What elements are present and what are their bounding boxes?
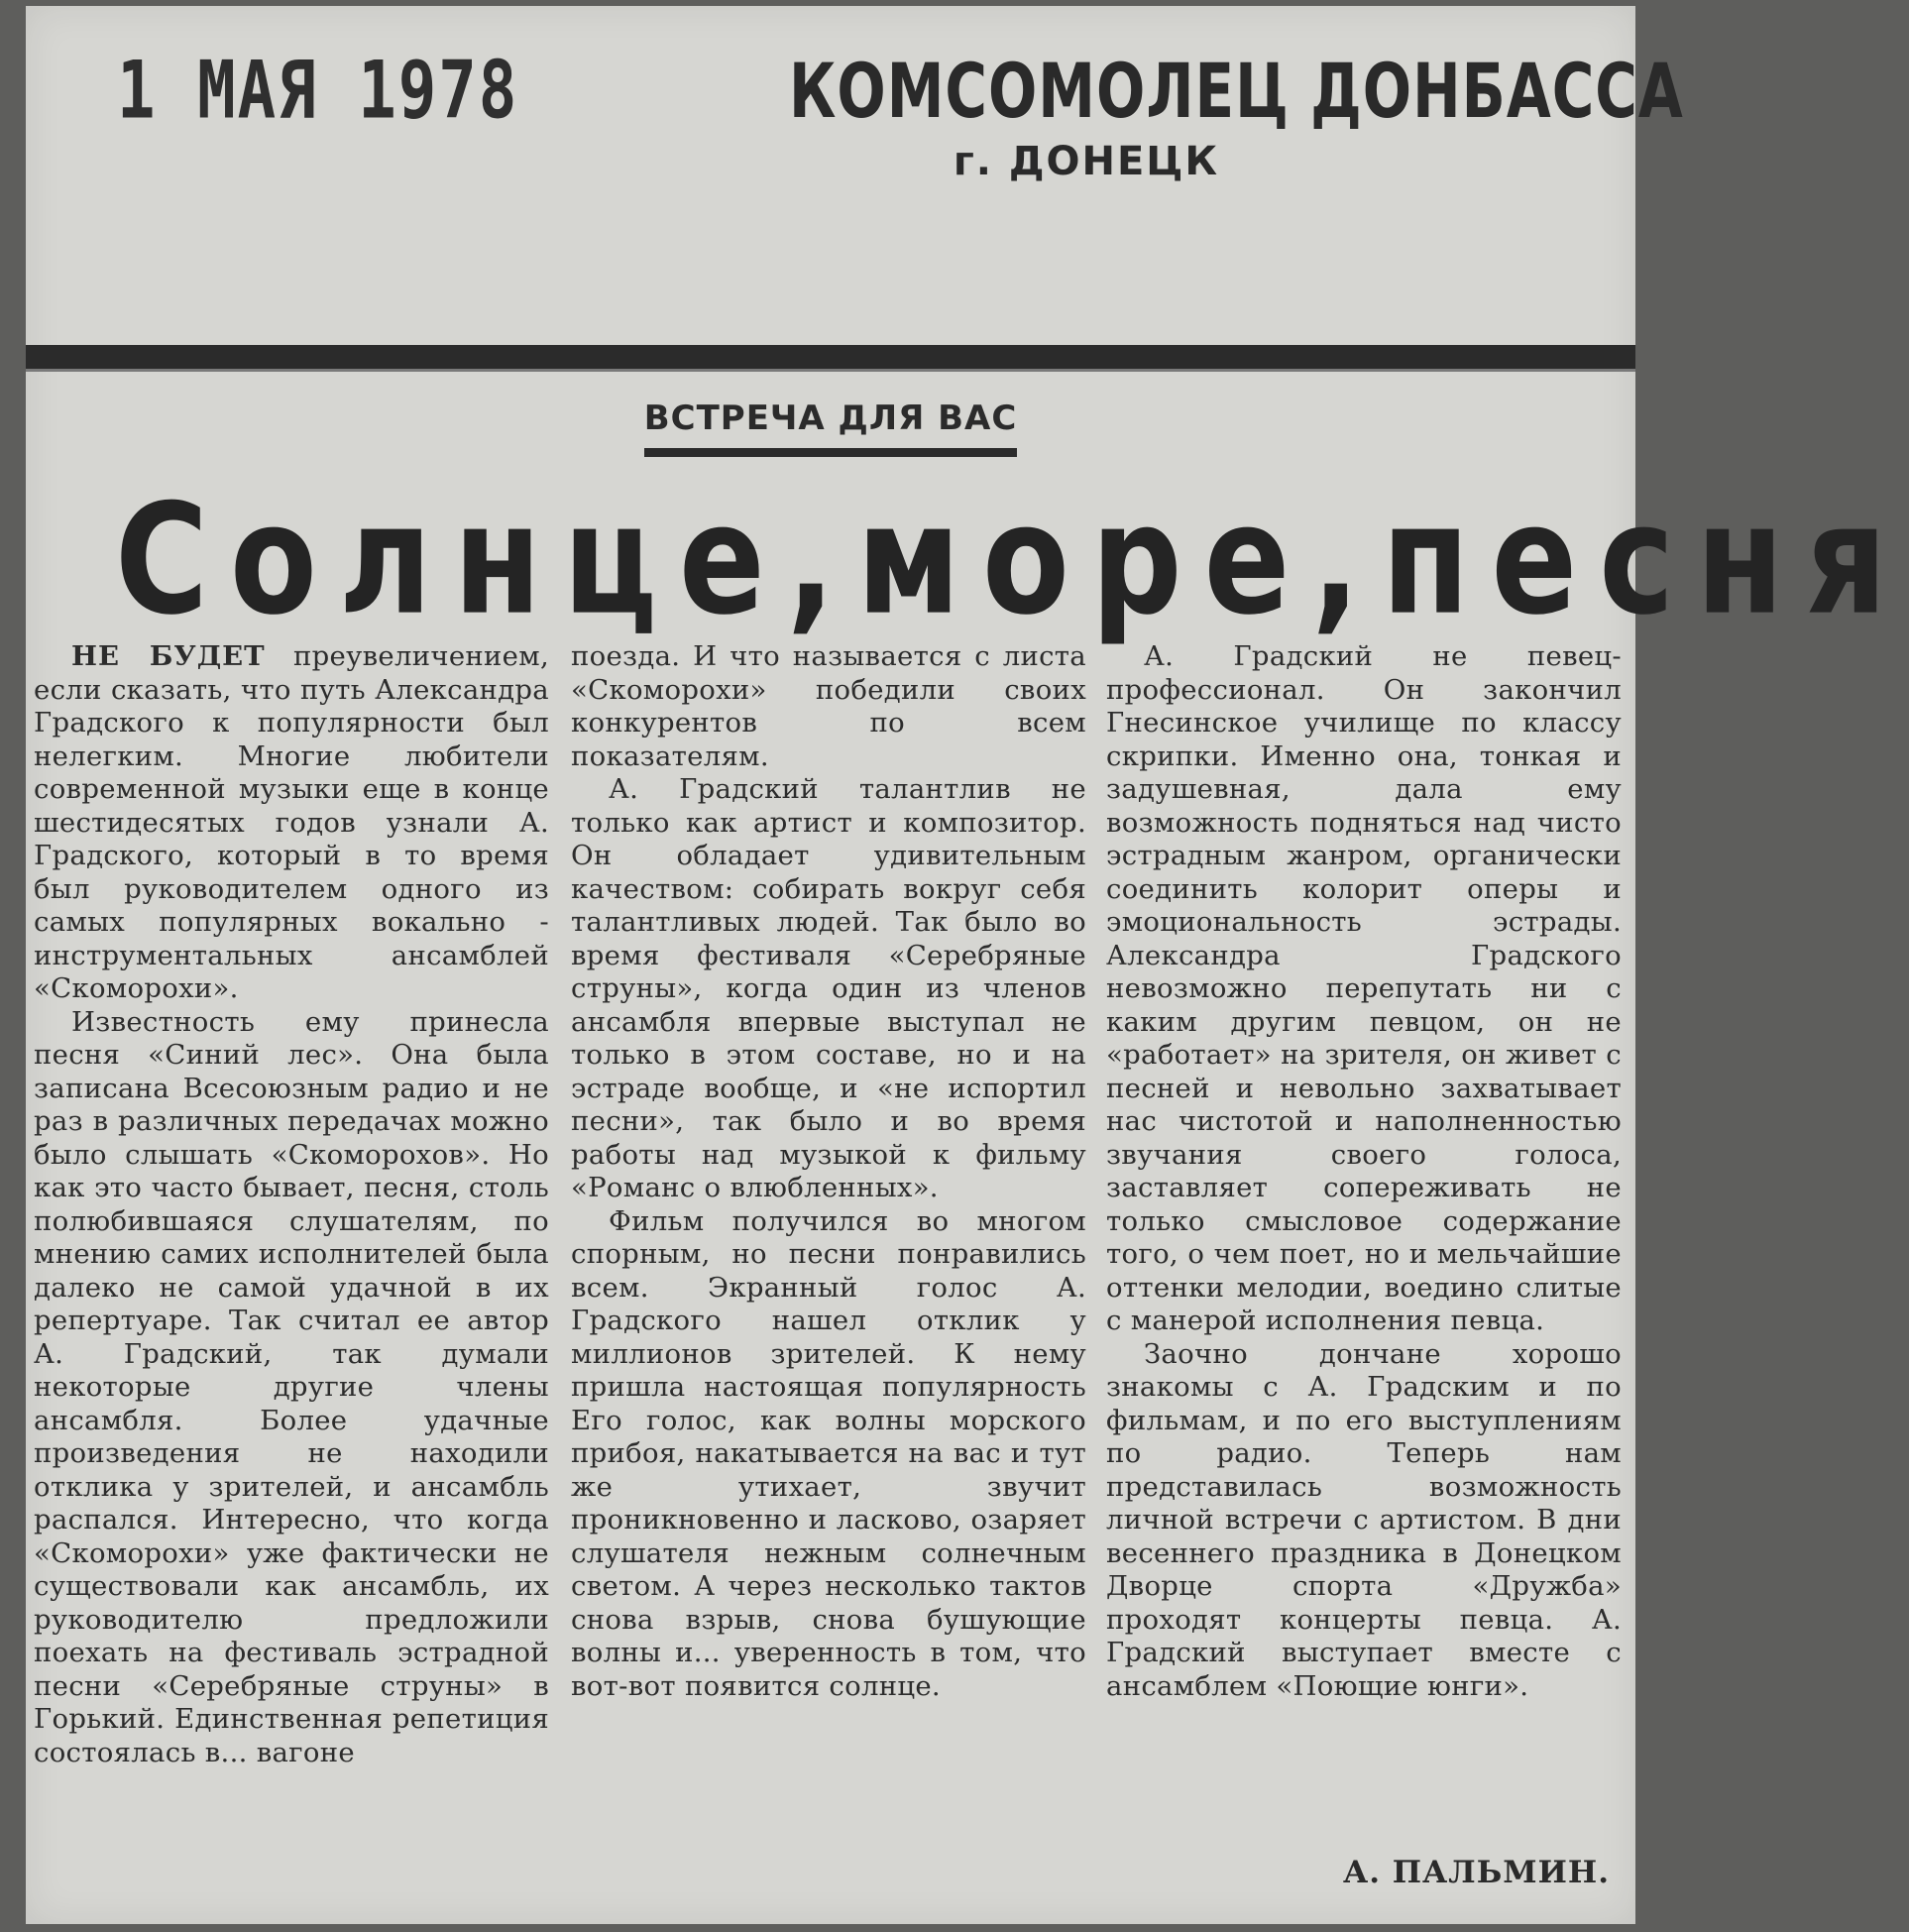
- paragraph: А. Градский не певец-профессионал. Он закончил Гнесинское училище по классу скрипки. Именно она, тонкая и задушевная, дала ему возможность подняться над чисто эстрадным жанром, органически соединить колорит оперы и эмоциональность эстрады. Александра Градского невозможно перепутать ни с каким другим певцом, он не «работает» на зрителя, он живет с песней и невольно захватывает нас чистотой и наполненностью звучания своего голоса, заставляет сопереживать не только смысловое содержание того, о чем поет, но и мельчайшие оттенки мелодии, воедино слитые с манерой исполнения певца.: [1106, 640, 1622, 1336]
- headline-word: песня: [1382, 472, 1909, 649]
- rubric: [26, 398, 1635, 457]
- column-1: [34, 640, 549, 1769]
- paragraph: Фильм получился во многом спорным, но песни понравились всем. Экранный голос А. Градского нашел отклик у миллионов зрителей. К нему пришла настоящая популярность Его голос, как волны морского прибоя, накатывается на вас и тут же утихает, звучит проникновенно и ласково, озаряет слушателя нежным солнечным светом. А через несколько тактов снова взрыв, снова бушующие волны и... уверенность в том, что вот-вот появится солнце.: [571, 1204, 1086, 1702]
- newspaper-stamp: [789, 47, 1684, 184]
- paragraph: Заочно дончане хорошо знакомы с А. Градским и по фильмам, и по его выступлениям по радио. Теперь нам представилась возможность личной встречи с артистом. В дни весеннего праздника в Донецком Дворце спорта «Дружба» проходят концерты певца. А. Градский выступает вместе с ансамблем «Поющие юнги».: [1106, 1337, 1622, 1702]
- newspaper-city: г. ДОНЕЦК: [953, 139, 1220, 184]
- article-body: [26, 640, 1635, 1919]
- lead-words: НЕ БУДЕТ: [71, 640, 266, 672]
- author-signature: А. ПАЛЬМИН.: [1342, 1855, 1610, 1890]
- column-2: [571, 640, 1086, 1703]
- paragraph: Известность ему принесла песня «Синий лес». Она была записана Всесоюзным радио и не раз в различных передачах можно было слышать «Скоморохов». Но как это часто бывает, песня, столь полюбившаяся слушателям, по мнению самих исполнителей была далеко не самой удачной в их репертуаре. Так считал ее автор А. Градский, так думали некоторые другие члены ансамбля. Более удачные произведения не находили отклика у зрителей, и ансамбль распался. Интересно, что когда «Скоморохи» уже фактически не существовали как ансамбль, их руководителю предложили поехать на фестиваль эстрадной песни «Серебряные струны» в Горький. Единственная репетиция состоялась в... вагоне: [34, 1005, 549, 1768]
- paragraph: поезда. И что называется с листа «Скоморохи» победили своих конкурентов по всем показателям.: [571, 640, 1086, 772]
- headline: [115, 472, 1909, 649]
- newspaper-clipping: [26, 6, 1909, 1924]
- headline-word: Солнце,: [115, 472, 857, 649]
- paragraph-text: преувеличением, если сказать, что путь Александра Градского к популярности был нелегким. Многие любители современной музыки еще в конце шестидесятых годов узнали А. Градского, который в то время был руководителем одного из самых популярных вокально - инструментальных ансамблей «Скоморохи».: [34, 640, 549, 1004]
- paragraph: [34, 640, 549, 1006]
- newspaper-name: КОМСОМОЛЕЦ ДОНБАССА: [789, 47, 1684, 136]
- header-rule: [26, 345, 1635, 372]
- date-stamp: 1 МАЯ 1978: [117, 46, 519, 138]
- paragraph: А. Градский талантлив не только как артист и композитор. Он обладает удивительным качеством: собирать вокруг себя талантливых людей. Так было во время фестиваля «Серебряные струны», когда один из членов ансамбля впервые выступал не только в этом составе, но и на эстраде вообще, и «не испортил песни», так было и во время работы над музыкой к фильму «Романс о влюбленных».: [571, 773, 1086, 1203]
- column-3: [1106, 640, 1622, 1703]
- headline-word: море,: [856, 472, 1382, 649]
- rubric-label: ВСТРЕЧА ДЛЯ ВАС: [644, 398, 1018, 457]
